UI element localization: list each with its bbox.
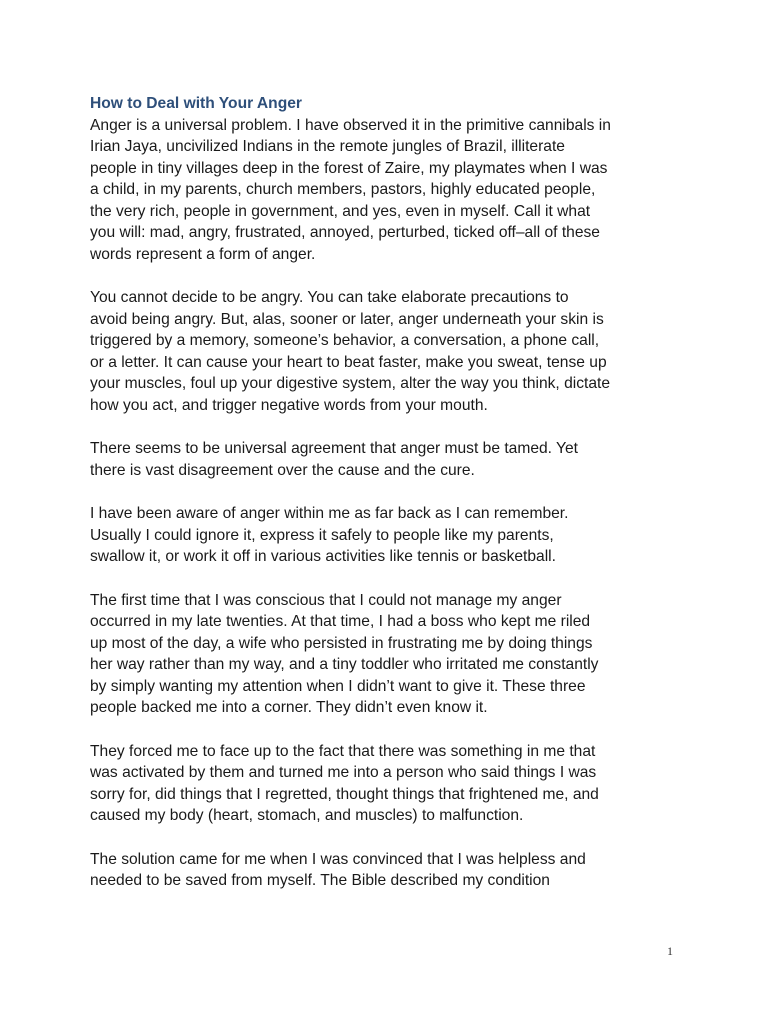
paragraph-3 <box>90 438 710 481</box>
text-line: You cannot decide to be angry. You can take elaborate precautions to <box>90 289 569 306</box>
text-line: was activated by them and turned me into a person who said things I was <box>90 764 597 781</box>
text-line: up most of the day, a wife who persisted in frustrating me by doing things <box>90 634 593 652</box>
page-number: 1 <box>667 944 673 958</box>
text-line: Usually I could ignore it, express it safely to people like my parents, <box>90 526 554 544</box>
text-line: Irian Jaya, uncivilized Indians in the remote jungles of Brazil, illiterate <box>90 138 565 155</box>
text-line: needed to be saved from myself. The Bible described my condition <box>90 872 550 889</box>
text-line: I have been aware of anger within me as far back as I can remember. <box>90 505 569 522</box>
paragraph-4 <box>90 503 710 568</box>
paragraph-5 <box>90 590 710 719</box>
text-line: how you act, and trigger negative words from your mouth. <box>90 396 488 414</box>
paragraph-2 <box>90 287 710 416</box>
text-line: a child, in my parents, church members, pastors, highly educated people, <box>90 181 596 198</box>
text-line: caused my body (heart, stomach, and muscles) to malfunction. <box>90 807 524 824</box>
text-line: you will: mad, angry, frustrated, annoyed, perturbed, ticked off–all of these <box>90 224 600 241</box>
paragraph-6 <box>90 741 710 827</box>
text-line: words represent a form of anger. <box>90 245 316 263</box>
text-line: The first time that I was conscious that I could not manage my anger <box>90 591 562 609</box>
text-line: swallow it, or work it off in various activities like tennis or basketball. <box>90 548 556 565</box>
text-line: sorry for, did things that I regretted, thought things that frightened me, and <box>90 785 599 803</box>
paragraph-7 <box>90 849 710 892</box>
text-line: Anger is a universal problem. I have observed it in the primitive cannibals in <box>90 116 611 134</box>
text-line: people in tiny villages deep in the forest of Zaire, my playmates when I was <box>90 159 608 177</box>
document-title: How to Deal with Your Anger <box>90 95 302 112</box>
document-body <box>90 93 710 914</box>
text-line: They forced me to face up to the fact that there was something in me that <box>90 742 596 760</box>
text-line: your muscles, foul up your digestive system, alter the way you think, dictate <box>90 375 611 392</box>
text-line: the very rich, people in government, and yes, even in myself. Call it what <box>90 202 591 220</box>
paragraph-1 <box>90 115 710 266</box>
text-line: people backed me into a corner. They didn’t even know it. <box>90 699 488 716</box>
text-line: there is vast disagreement over the cause and the cure. <box>90 461 475 479</box>
text-line: or a letter. It can cause your heart to beat faster, make you sweat, tense up <box>90 353 607 371</box>
text-line: avoid being angry. But, alas, sooner or later, anger underneath your skin is <box>90 310 604 328</box>
text-line: by simply wanting my attention when I didn’t want to give it. These three <box>90 677 586 695</box>
text-line: There seems to be universal agreement that anger must be tamed. Yet <box>90 440 579 457</box>
text-line: The solution came for me when I was convinced that I was helpless and <box>90 850 586 868</box>
text-line: her way rather than my way, and a tiny toddler who irritated me constantly <box>90 656 599 673</box>
text-line: triggered by a memory, someone’s behavior, a conversation, a phone call, <box>90 332 600 349</box>
text-line: occurred in my late twenties. At that time, I had a boss who kept me riled <box>90 613 591 630</box>
